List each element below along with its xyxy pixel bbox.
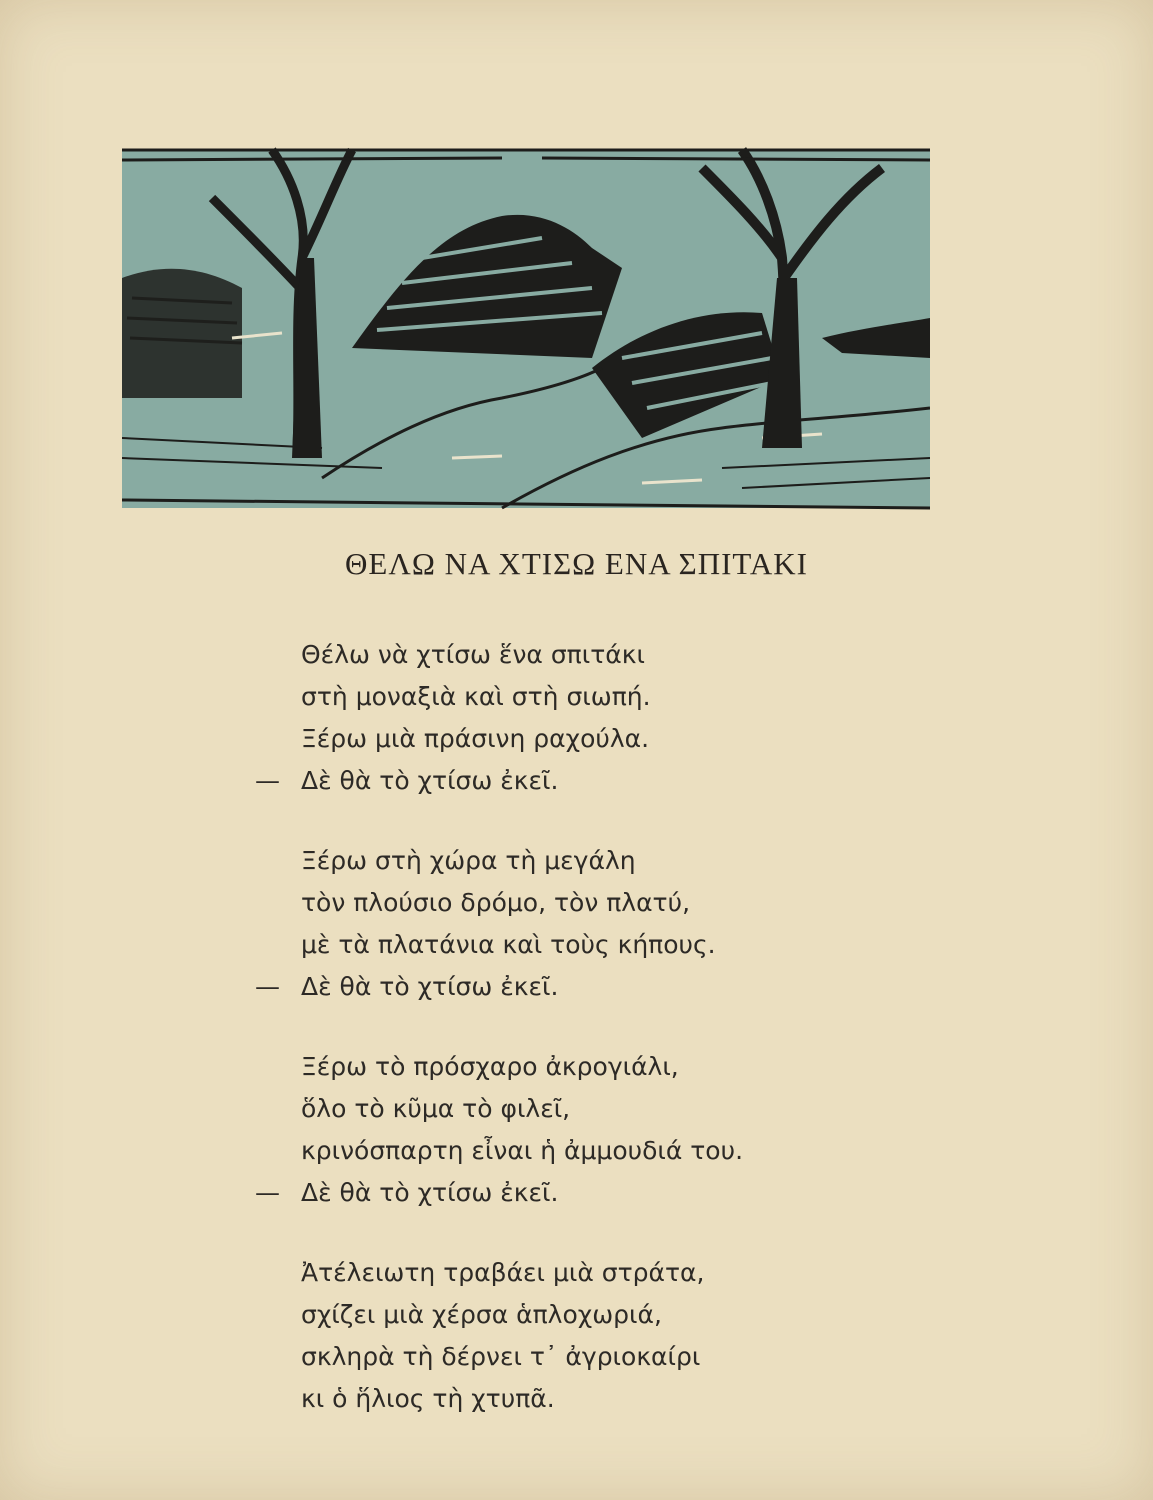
refrain-text: Δὲ θὰ τὸ χτίσω ἐκεῖ. — [301, 766, 559, 795]
poem-line: σκληρὰ τὴ δέρνει τ᾽ ἀγριοκαίρι — [301, 1342, 701, 1371]
landscape-illustration — [122, 138, 930, 510]
poem-line: Θέλω νὰ χτίσω ἕνα σπιτάκι — [301, 640, 645, 669]
poem-line-refrain — [255, 1172, 815, 1214]
em-dash: — — [255, 766, 280, 795]
poem-line: Ξέρω τὸ πρόσχαρο ἀκρογιάλι, — [301, 1052, 679, 1081]
poem-line: σχίζει μιὰ χέρσα ἁπλοχωριά, — [301, 1300, 662, 1329]
poem-line: στὴ μοναξιὰ καὶ στὴ σιωπή. — [301, 682, 651, 711]
poem-line-refrain — [255, 760, 815, 802]
poem-line: μὲ τὰ πλατάνια καὶ τοὺς κήπους. — [301, 930, 716, 959]
poem-title: ΘΕΛΩ ΝΑ ΧΤΙΣΩ ΕΝΑ ΣΠΙΤΑΚΙ — [345, 546, 808, 581]
stanza — [255, 840, 815, 1008]
stanza — [255, 1252, 815, 1420]
em-dash: — — [255, 972, 280, 1001]
stanza — [255, 1046, 815, 1214]
stanza — [255, 634, 815, 802]
poem-line: Ξέρω μιὰ πράσινη ραχούλα. — [301, 724, 650, 753]
poem-line-refrain — [255, 966, 815, 1008]
poem-line: ὅλο τὸ κῦμα τὸ φιλεῖ, — [301, 1094, 571, 1123]
poem-body — [255, 634, 815, 1458]
poem-line: κι ὁ ἥλιος τὴ χτυπᾶ. — [301, 1384, 555, 1413]
poem-line: κρινόσπαρτη εἶναι ἡ ἀμμουδιά του. — [301, 1136, 744, 1165]
em-dash: — — [255, 1178, 280, 1207]
refrain-text: Δὲ θὰ τὸ χτίσω ἐκεῖ. — [301, 1178, 559, 1207]
poem-line: Ἀτέλειωτη τραβάει μιὰ στράτα, — [301, 1258, 705, 1287]
refrain-text: Δὲ θὰ τὸ χτίσω ἐκεῖ. — [301, 972, 559, 1001]
poem-line: Ξέρω στὴ χώρα τὴ μεγάλη — [301, 846, 636, 875]
poem-line: τὸν πλούσιο δρόμο, τὸν πλατύ, — [301, 888, 691, 917]
